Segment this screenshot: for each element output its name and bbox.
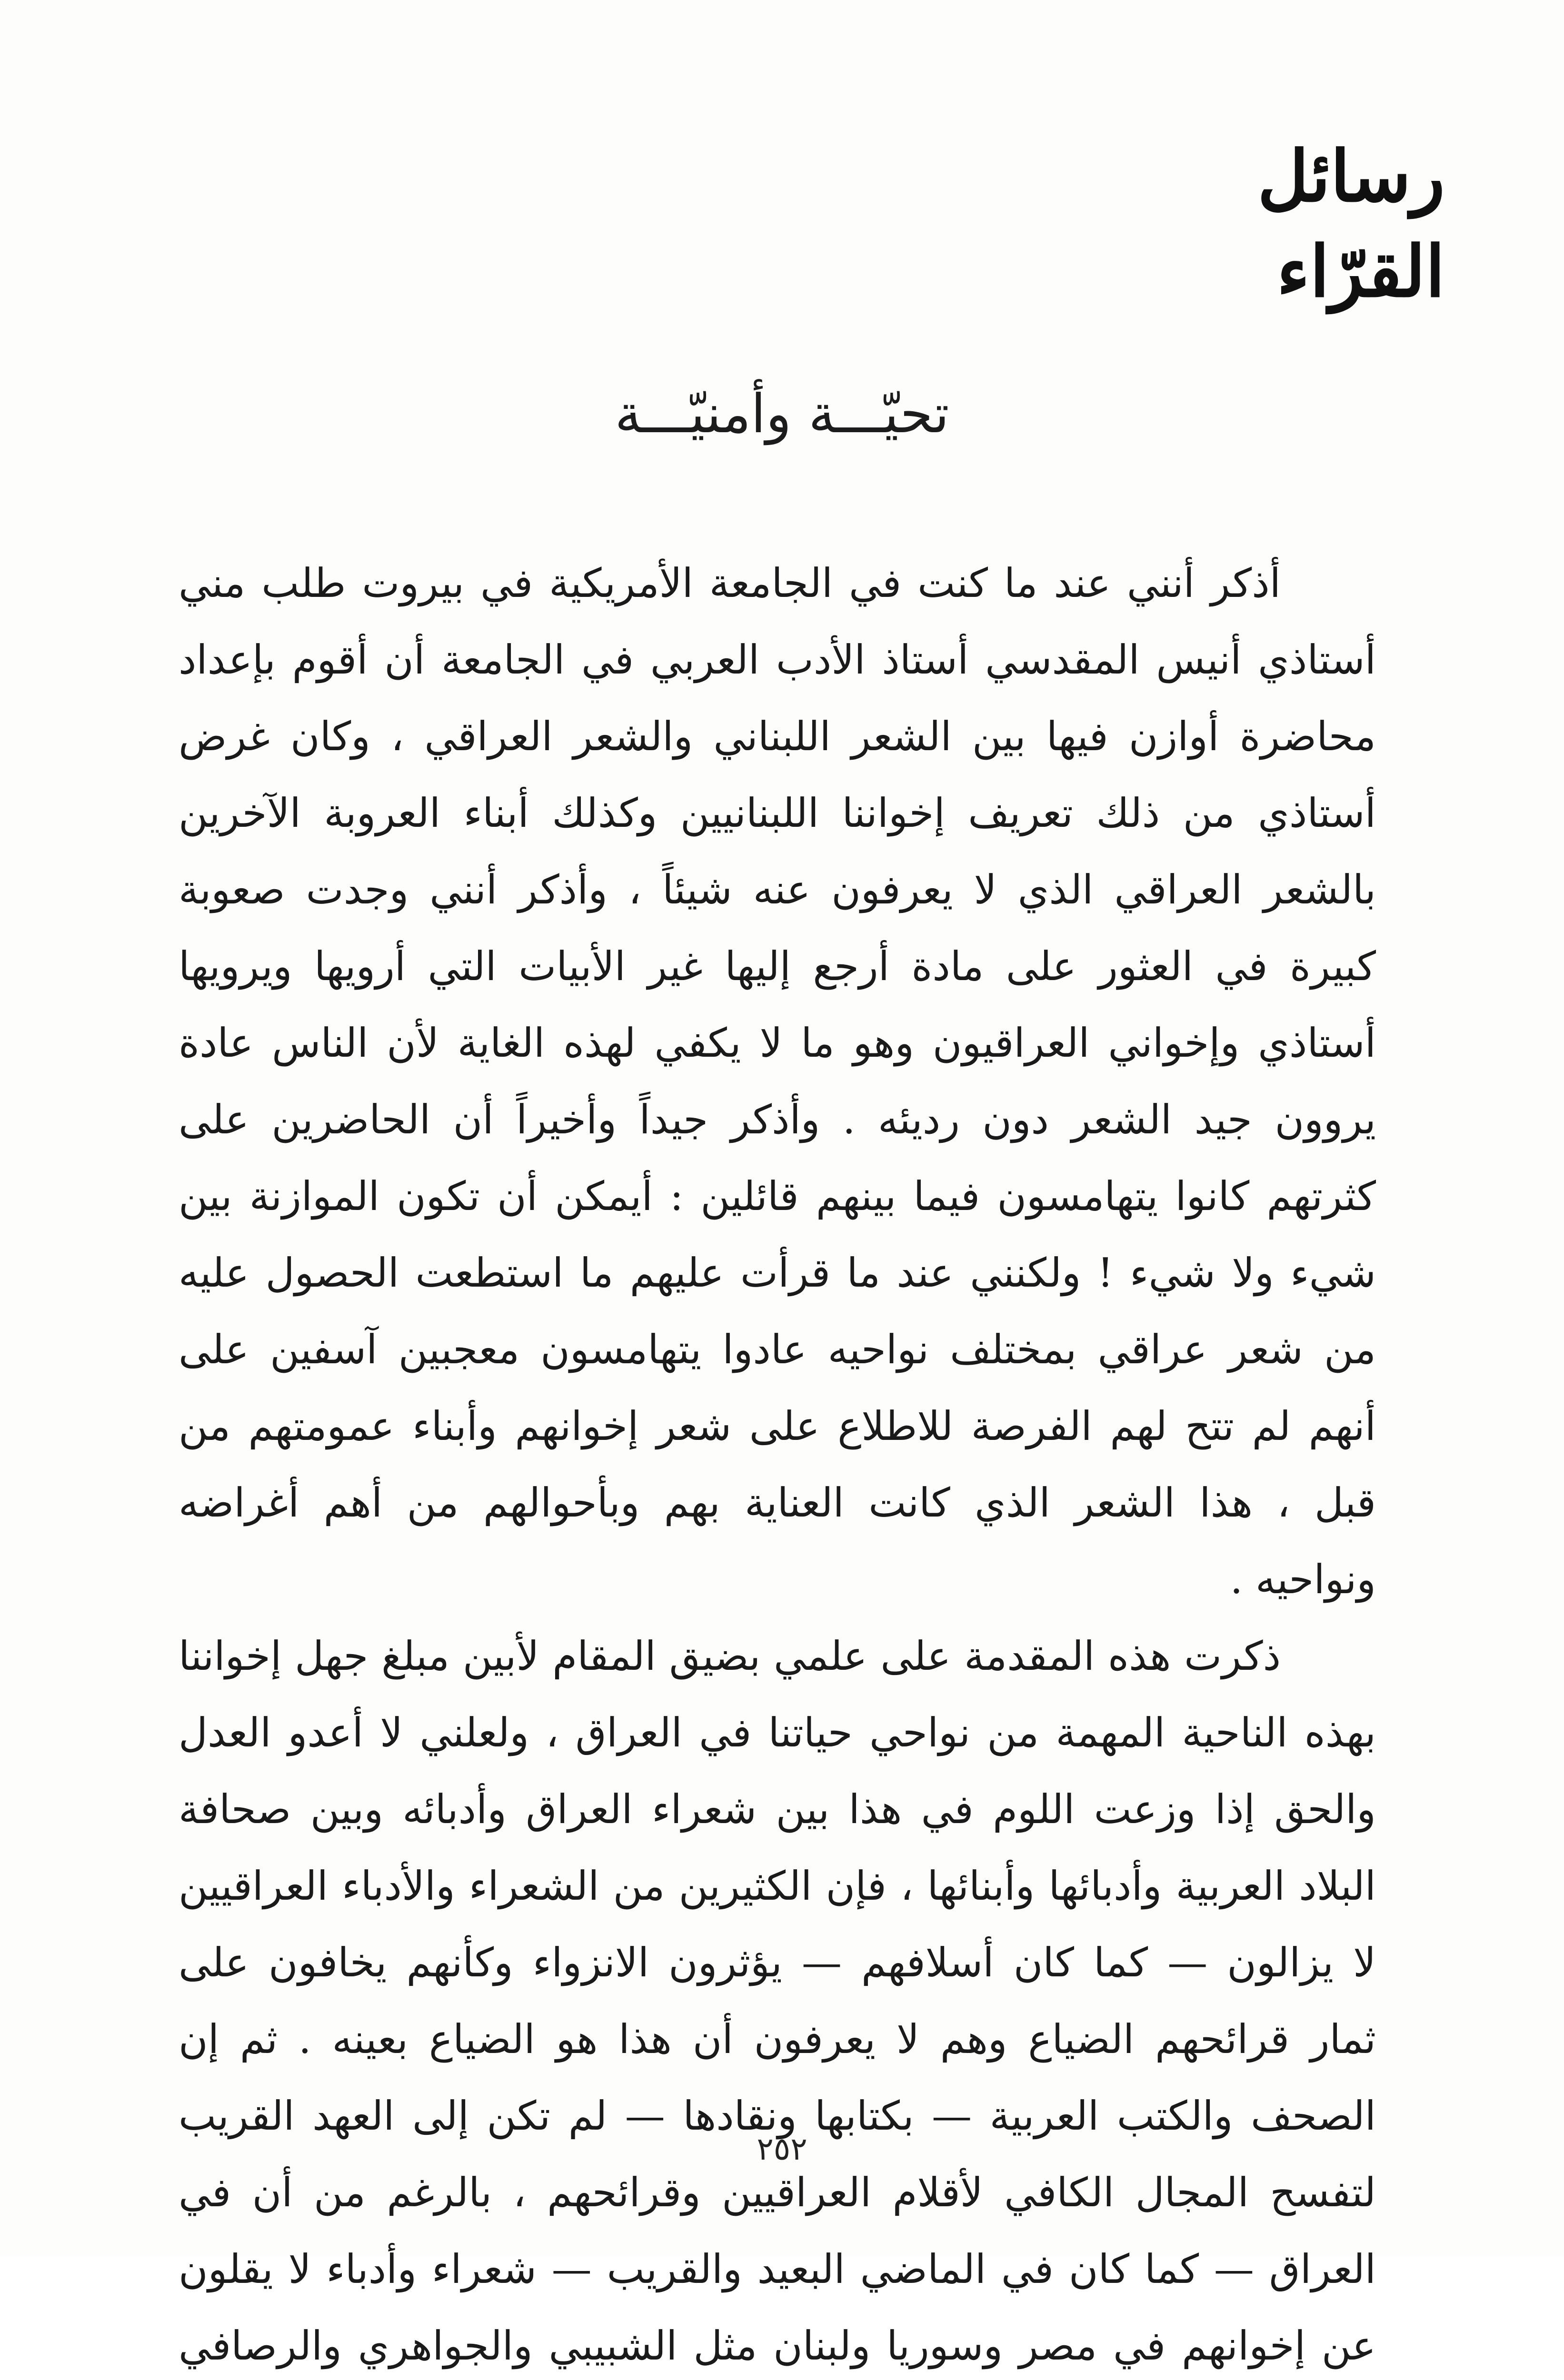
section-header: رسائل القرّاء [1257,135,1445,313]
paragraph-1: أذكر أنني عند ما كنت في الجامعة الأمريكية في بيروت طلب مني أستاذي أنيس المقدسي أستاذ الأدب العربي في الجامعة أن أقوم بإعداد محاضرة أوازن فيها بين الشعر اللبناني والشعر العراقي ، وكان غرض أستاذي من ذلك تعريف إخواننا اللبنانيين وكذلك أبناء العروبة الآخرين بالشعر العراقي الذي لا يعرفون عنه شيئاً ، وأذكر أنني وجدت صعوبة كبيرة في العثور على مادة أرجع إليها غير الأبيات التي أرويها ويرويها أستاذي وإخواني العراقيون وهو ما لا يكفي لهذه الغاية لأن الناس عادة يروون جيد الشعر دون رديئه . وأذكر جيداً وأخيراً أن الحاضرين على كثرتهم كانوا يتهامسون فيما بينهم قائلين : أيمكن أن تكون الموازنة بين شيء ولا شيء ! ولكنني عند ما قرأت عليهم ما استطعت الحصول عليه من شعر عراقي بمختلف نواحيه عادوا يتهامسون معجبين آسفين على أنهم لم تتح لهم الفرصة للاطلاع على شعر إخوانهم وأبناء عمومتهم من قبل ، هذا الشعر الذي كانت العناية بهم وبأحوالهم من أهم أغراضه ونواحيه . [179,560,1376,1603]
paragraph-2: ذكرت هذه المقدمة على علمي بضيق المقام لأبين مبلغ جهل إخواننا بهذه الناحية المهمة من نواحي حياتنا في العراق ، ولعلني لا أعدو العدل والحق إذا وزعت اللوم في هذا بين شعراء العراق وأدبائه وبين صحافة البلاد العربية وأدبائها وأبنائها ، فإن الكثيرين من الشعراء والأدباء العراقيين لا يزالون — كما كان أسلافهم — يؤثرون الانزواء وكأنهم يخافون على ثمار قرائحهم الضياع وهم لا يعرفون أن هذا هو الضياع بعينه . ثم إن الصحف والكتب العربية — بكتابها ونقادها — لم تكن إلى العهد القريب لتفسح المجال الكافي لأقلام العراقيين وقرائحهم ، بالرغم من أن في العراق — كما كان في الماضي البعيد والقريب — شعراء وأدباء لا يقلون عن إخوانهم في مصر وسوريا ولبنان مثل الشبيبي والجواهري والرصافي [179,1633,1376,2369]
article-title: تحيّـــة وأمنيّـــة [615,383,949,445]
page-number: ٢٥٢ [757,2131,807,2167]
article-body [179,545,1376,2380]
